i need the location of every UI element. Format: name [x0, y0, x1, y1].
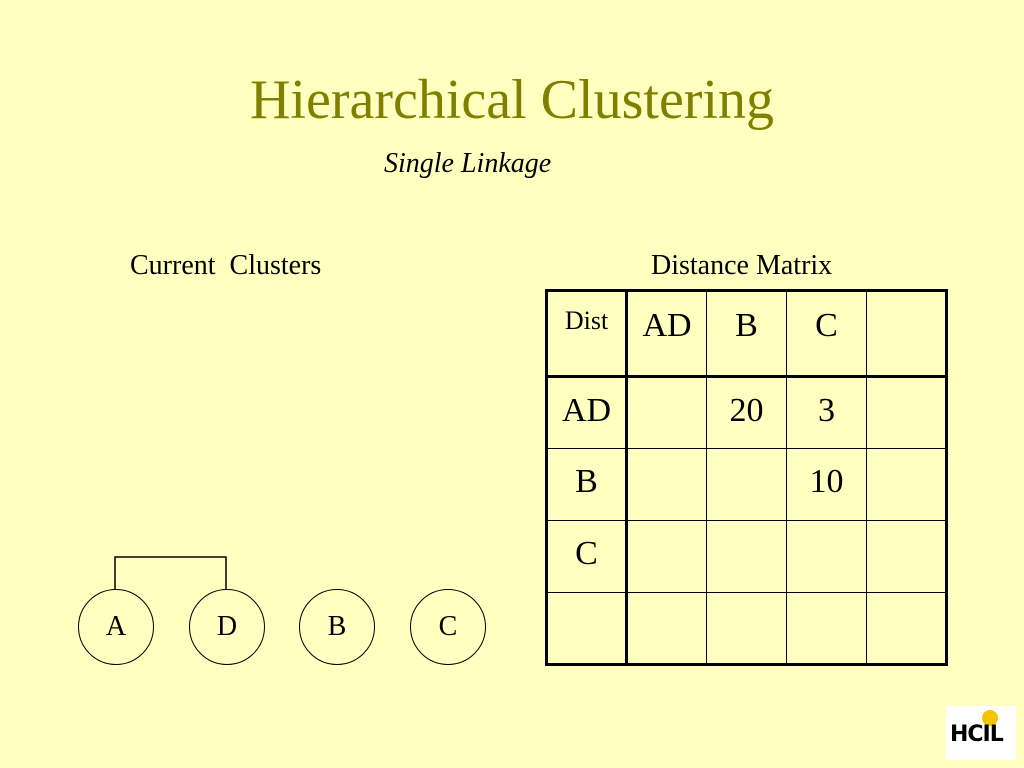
matrix-row	[547, 377, 947, 449]
matrix-header-row	[547, 291, 947, 377]
matrix-cell	[867, 449, 947, 521]
matrix-row	[547, 449, 947, 521]
matrix-cell: 20	[707, 377, 787, 449]
hcil-logo-icon	[946, 706, 1016, 760]
matrix-col-header: B	[707, 291, 787, 377]
matrix-row	[547, 521, 947, 593]
matrix-col-header: AD	[627, 291, 707, 377]
matrix-cell	[627, 377, 707, 449]
matrix-cell	[707, 593, 787, 665]
matrix-cell: 10	[787, 449, 867, 521]
matrix-row-header: C	[547, 521, 627, 593]
slide-title: Hierarchical Clustering	[249, 69, 774, 131]
logo-text: HCIL	[950, 722, 1003, 747]
matrix-cell	[787, 521, 867, 593]
matrix-cell	[707, 449, 787, 521]
matrix-cell	[707, 521, 787, 593]
merge-link-a-d	[115, 557, 226, 589]
matrix-row-header: AD	[547, 377, 627, 449]
matrix-row-header: B	[547, 449, 627, 521]
matrix-col-header	[867, 291, 947, 377]
matrix-cell	[787, 593, 867, 665]
matrix-cell	[867, 521, 947, 593]
cluster-node-d: D	[189, 589, 265, 665]
cluster-node-b: B	[299, 589, 375, 665]
matrix-cell	[627, 593, 707, 665]
matrix-cell	[867, 377, 947, 449]
cluster-node-a: A	[78, 589, 154, 665]
matrix-col-header: C	[787, 291, 867, 377]
cluster-node-c: C	[410, 589, 486, 665]
matrix-cell: 3	[787, 377, 867, 449]
slide-subtitle: Single Linkage	[384, 148, 552, 179]
matrix-cell	[627, 521, 707, 593]
current-clusters-label: Current Clusters	[130, 250, 322, 281]
matrix-cell	[867, 593, 947, 665]
matrix-row-header	[547, 593, 627, 665]
matrix-cell	[627, 449, 707, 521]
matrix-row	[547, 593, 947, 665]
distance-matrix-label: Distance Matrix	[651, 250, 833, 281]
distance-matrix	[545, 289, 948, 666]
matrix-corner-cell: Dist	[547, 291, 627, 377]
